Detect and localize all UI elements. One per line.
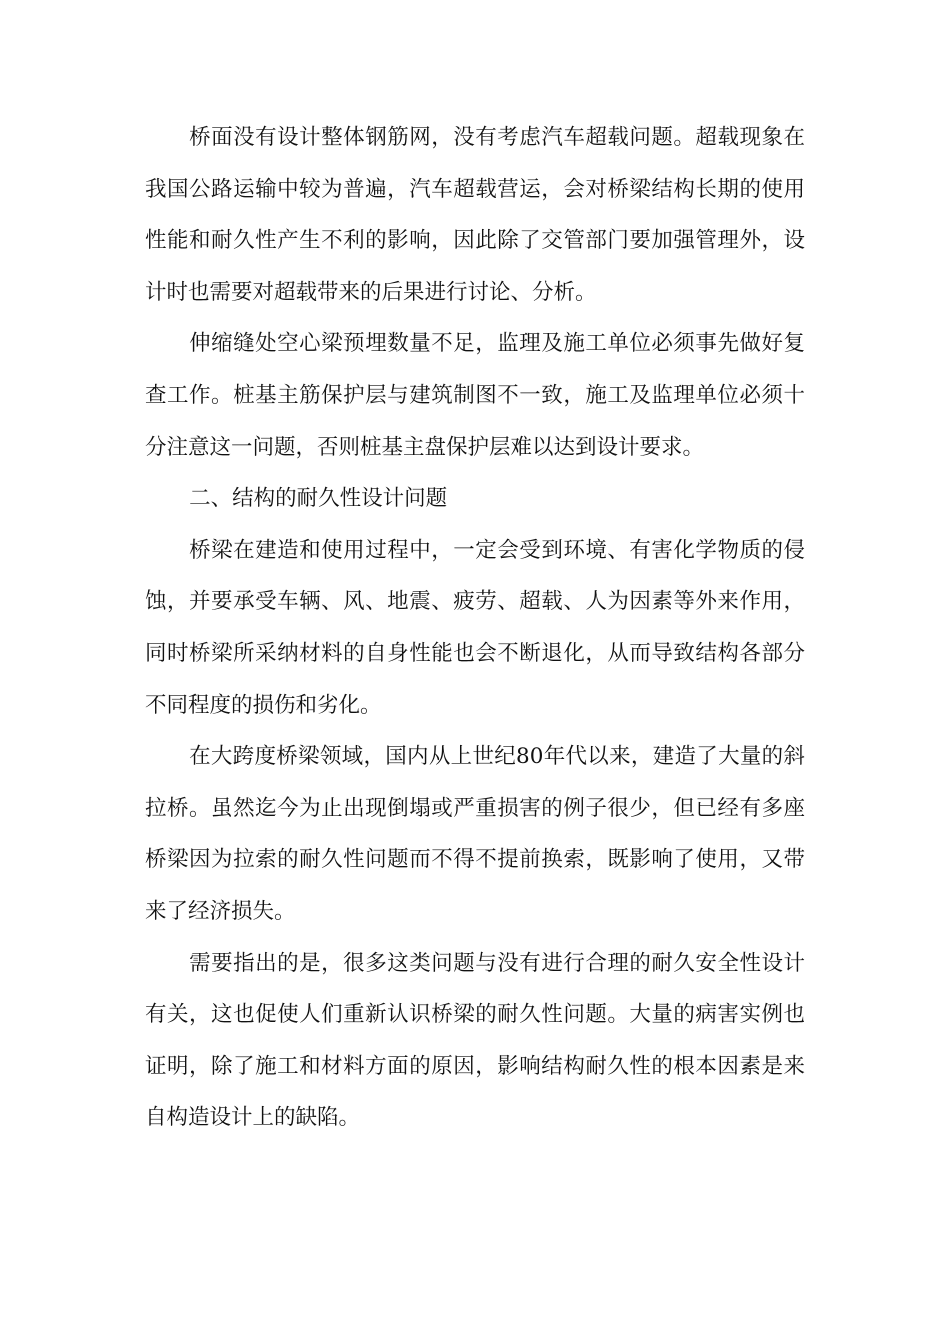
paragraph-expansion-joint: 伸缩缝处空心梁预埋数量不足，监理及施工单位必须事先做好复查工作。桩基主筋保护层与建筑制图不一致，施工及监理单位必须十分注意这一问题，否则桩基主盘保护层难以达到设计要求。	[145, 331, 805, 460]
paragraph-design-defects: 需要指出的是，很多这类问题与没有进行合理的耐久安全性设计有关，这也促使人们重新认识桥梁的耐久性问题。大量的病害实例也证明，除了施工和材料方面的原因，影响结构耐久性的根本因素是来自构造设计上的缺陷。	[145, 950, 805, 1131]
paragraph-cable-stayed: 在大跨度桥梁领域，国内从上世纪80年代以来，建造了大量的斜拉桥。虽然迄今为止出现倒塌或严重损害的例子很少，但已经有多座桥梁因为拉索的耐久性问题而不得不提前换索，既影响了使用，又带来了经济损失。	[145, 744, 805, 924]
document-body	[145, 112, 805, 1144]
paragraph-erosion: 桥梁在建造和使用过程中，一定会受到环境、有害化学物质的侵蚀，并要承受车辆、风、地震、疲劳、超载、人为因素等外来作用，同时桥梁所采纳材料的自身性能也会不断退化，从而导致结构各部分不同程度的损伤和劣化。	[145, 537, 805, 718]
paragraph-overload: 桥面没有设计整体钢筋网，没有考虑汽车超载问题。超载现象在我国公路运输中较为普遍，汽车超载营运，会对桥梁结构长期的使用性能和耐久性产生不利的影响，因此除了交管部门要加强管理外，设计时也需要对超载带来的后果进行讨论、分析。	[145, 125, 805, 305]
section-heading: 二、结构的耐久性设计问题	[189, 486, 448, 512]
